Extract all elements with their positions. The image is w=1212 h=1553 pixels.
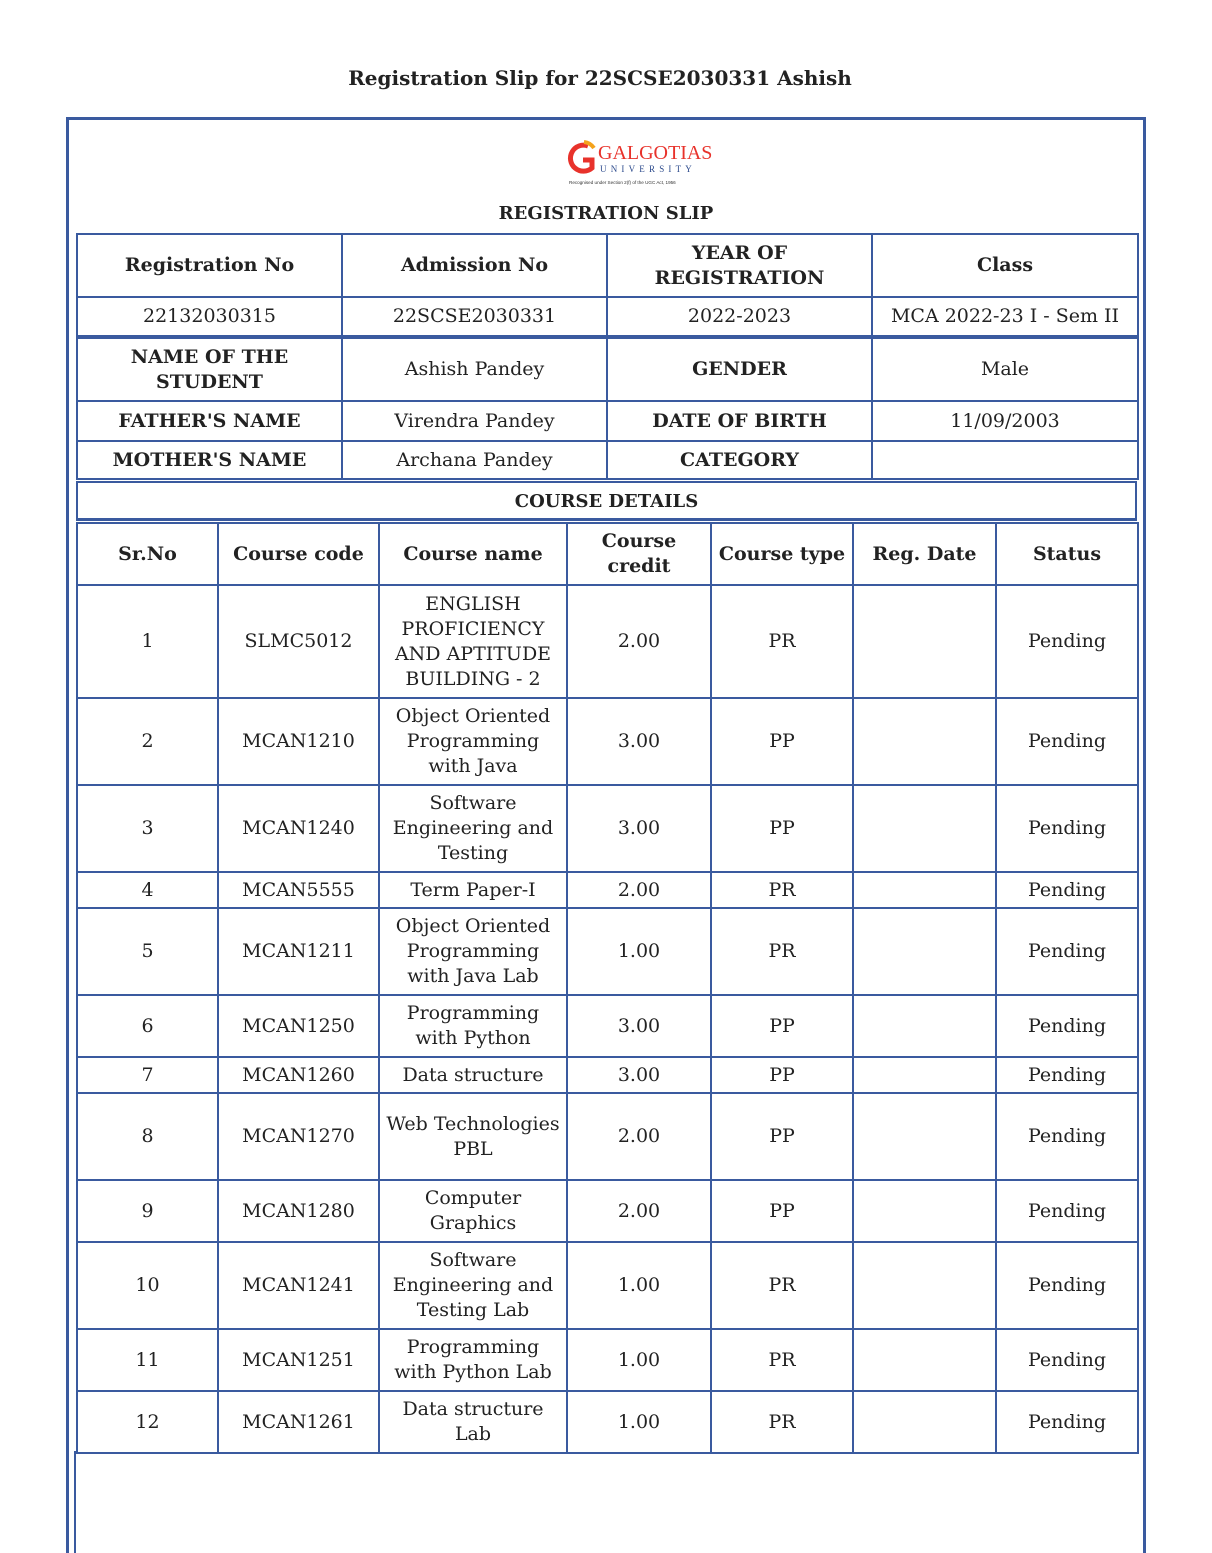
course-type: PR [711,1242,853,1329]
course-row [77,1093,1138,1180]
registration-no-value: 22132030315 [77,297,342,337]
course-credit-header: Course credit [567,523,711,585]
mother-name-label: MOTHER'S NAME [77,441,342,479]
category-value [872,441,1138,479]
course-reg-date [853,872,996,908]
course-name: ENGLISH PROFICIENCY AND APTITUDE BUILDING - 2 [379,585,567,698]
course-name: Data structure Lab [379,1391,567,1453]
course-type: PR [711,1391,853,1453]
course-reg-date [853,1242,996,1329]
gender-label: GENDER [607,337,872,401]
course-reg-date [853,995,996,1057]
course-name: Software Engineering and Testing [379,785,567,872]
course-status: Pending [996,585,1138,698]
course-row [77,1242,1138,1329]
course-sr-no: 4 [77,872,218,908]
course-status: Pending [996,872,1138,908]
class-value: MCA 2022-23 I - Sem II [872,297,1138,337]
course-code: MCAN1270 [218,1093,379,1180]
course-sr-no: 10 [77,1242,218,1329]
dob-label: DATE OF BIRTH [607,401,872,441]
page-title: Registration Slip for 22SCSE2030331 Ashish [348,66,852,90]
course-row [77,698,1138,785]
mother-row [77,441,1138,479]
course-name: Data structure [379,1057,567,1093]
course-reg-date [853,1057,996,1093]
student-name-label: NAME OF THE STUDENT [77,337,342,401]
course-status: Pending [996,1180,1138,1242]
course-type: PP [711,698,853,785]
father-row [77,401,1138,441]
course-code: MCAN1261 [218,1391,379,1453]
course-row [77,585,1138,698]
course-header-row [77,523,1138,585]
course-name: Term Paper-I [379,872,567,908]
category-label: CATEGORY [607,441,872,479]
course-name-header: Course name [379,523,567,585]
course-credit: 3.00 [567,995,711,1057]
slip-heading: REGISTRATION SLIP [498,203,714,224]
course-type-header: Course type [711,523,853,585]
course-code: MCAN1240 [218,785,379,872]
course-status: Pending [996,908,1138,995]
course-code: SLMC5012 [218,585,379,698]
course-name: Object Oriented Programming with Java Lab [379,908,567,995]
registration-header-row [77,234,1138,297]
course-status: Pending [996,1391,1138,1453]
course-reg-date [853,585,996,698]
father-name-label: FATHER'S NAME [77,401,342,441]
course-sr-no: 1 [77,585,218,698]
student-name-row [77,337,1138,401]
course-type: PR [711,585,853,698]
logo-tagline: Recognised under Section 2(f) of the UGC Act, 1956 [569,180,676,185]
course-reg-date [853,1093,996,1180]
admission-no-value: 22SCSE2030331 [342,297,607,337]
course-reg-date [853,698,996,785]
course-status: Pending [996,785,1138,872]
course-credit: 1.00 [567,1242,711,1329]
course-details-heading: COURSE DETAILS [76,481,1137,521]
registration-no-header: Registration No [77,234,342,297]
course-reg-date [853,785,996,872]
logo-name: GALGOTIAS [598,142,713,164]
course-credit: 3.00 [567,698,711,785]
father-name-value: Virendra Pandey [342,401,607,441]
course-status: Pending [996,1329,1138,1391]
course-status: Pending [996,995,1138,1057]
course-name: Programming with Python Lab [379,1329,567,1391]
course-type: PP [711,785,853,872]
course-reg-date [853,1329,996,1391]
course-type: PP [711,1180,853,1242]
course-code: MCAN1260 [218,1057,379,1093]
course-row [77,1180,1138,1242]
dob-value: 11/09/2003 [872,401,1138,441]
course-row [77,785,1138,872]
course-code: MCAN1241 [218,1242,379,1329]
course-sr-no: 7 [77,1057,218,1093]
course-name: Object Oriented Programming with Java [379,698,567,785]
year-of-registration-header: YEAR OF REGISTRATION [607,234,872,297]
course-code: MCAN1250 [218,995,379,1057]
course-status: Pending [996,698,1138,785]
course-credit: 2.00 [567,1093,711,1180]
course-code: MCAN1280 [218,1180,379,1242]
course-credit: 1.00 [567,1391,711,1453]
status-header: Status [996,523,1138,585]
course-status: Pending [996,1242,1138,1329]
course-row [77,1057,1138,1093]
course-sr-no: 12 [77,1391,218,1453]
student-name-value: Ashish Pandey [342,337,607,401]
course-sr-no: 8 [77,1093,218,1180]
course-credit: 3.00 [567,1057,711,1093]
course-details-table [76,522,1139,1454]
course-status: Pending [996,1057,1138,1093]
course-reg-date [853,1391,996,1453]
reg-date-header: Reg. Date [853,523,996,585]
mother-name-value: Archana Pandey [342,441,607,479]
course-code-header: Course code [218,523,379,585]
course-row [77,995,1138,1057]
sr-no-header: Sr.No [77,523,218,585]
admission-no-header: Admission No [342,234,607,297]
course-type: PR [711,872,853,908]
course-sr-no: 11 [77,1329,218,1391]
course-sr-no: 2 [77,698,218,785]
galgotias-logo [566,140,713,188]
frame-inner-line [74,1451,76,1553]
class-header: Class [872,234,1138,297]
course-row [77,908,1138,995]
course-type: PP [711,1093,853,1180]
logo-subtitle: UNIVERSITY [600,164,696,174]
course-credit: 1.00 [567,908,711,995]
course-code: MCAN5555 [218,872,379,908]
course-credit: 3.00 [567,785,711,872]
course-credit: 1.00 [567,1329,711,1391]
course-credit: 2.00 [567,1180,711,1242]
course-sr-no: 5 [77,908,218,995]
course-reg-date [853,908,996,995]
course-reg-date [853,1180,996,1242]
year-of-registration-value: 2022-2023 [607,297,872,337]
course-type: PP [711,1057,853,1093]
course-sr-no: 3 [77,785,218,872]
course-type: PP [711,995,853,1057]
course-code: MCAN1210 [218,698,379,785]
course-row [77,1329,1138,1391]
course-row [77,1391,1138,1453]
course-status: Pending [996,1093,1138,1180]
course-name: Web Technologies PBL [379,1093,567,1180]
student-info-table [76,233,1139,480]
course-credit: 2.00 [567,872,711,908]
course-credit: 2.00 [567,585,711,698]
course-code: MCAN1211 [218,908,379,995]
registration-value-row [77,297,1138,337]
course-sr-no: 9 [77,1180,218,1242]
course-name: Programming with Python [379,995,567,1057]
course-type: PR [711,1329,853,1391]
course-name: Computer Graphics [379,1180,567,1242]
course-sr-no: 6 [77,995,218,1057]
course-code: MCAN1251 [218,1329,379,1391]
course-name: Software Engineering and Testing Lab [379,1242,567,1329]
course-type: PR [711,908,853,995]
gender-value: Male [872,337,1138,401]
course-row [77,872,1138,908]
